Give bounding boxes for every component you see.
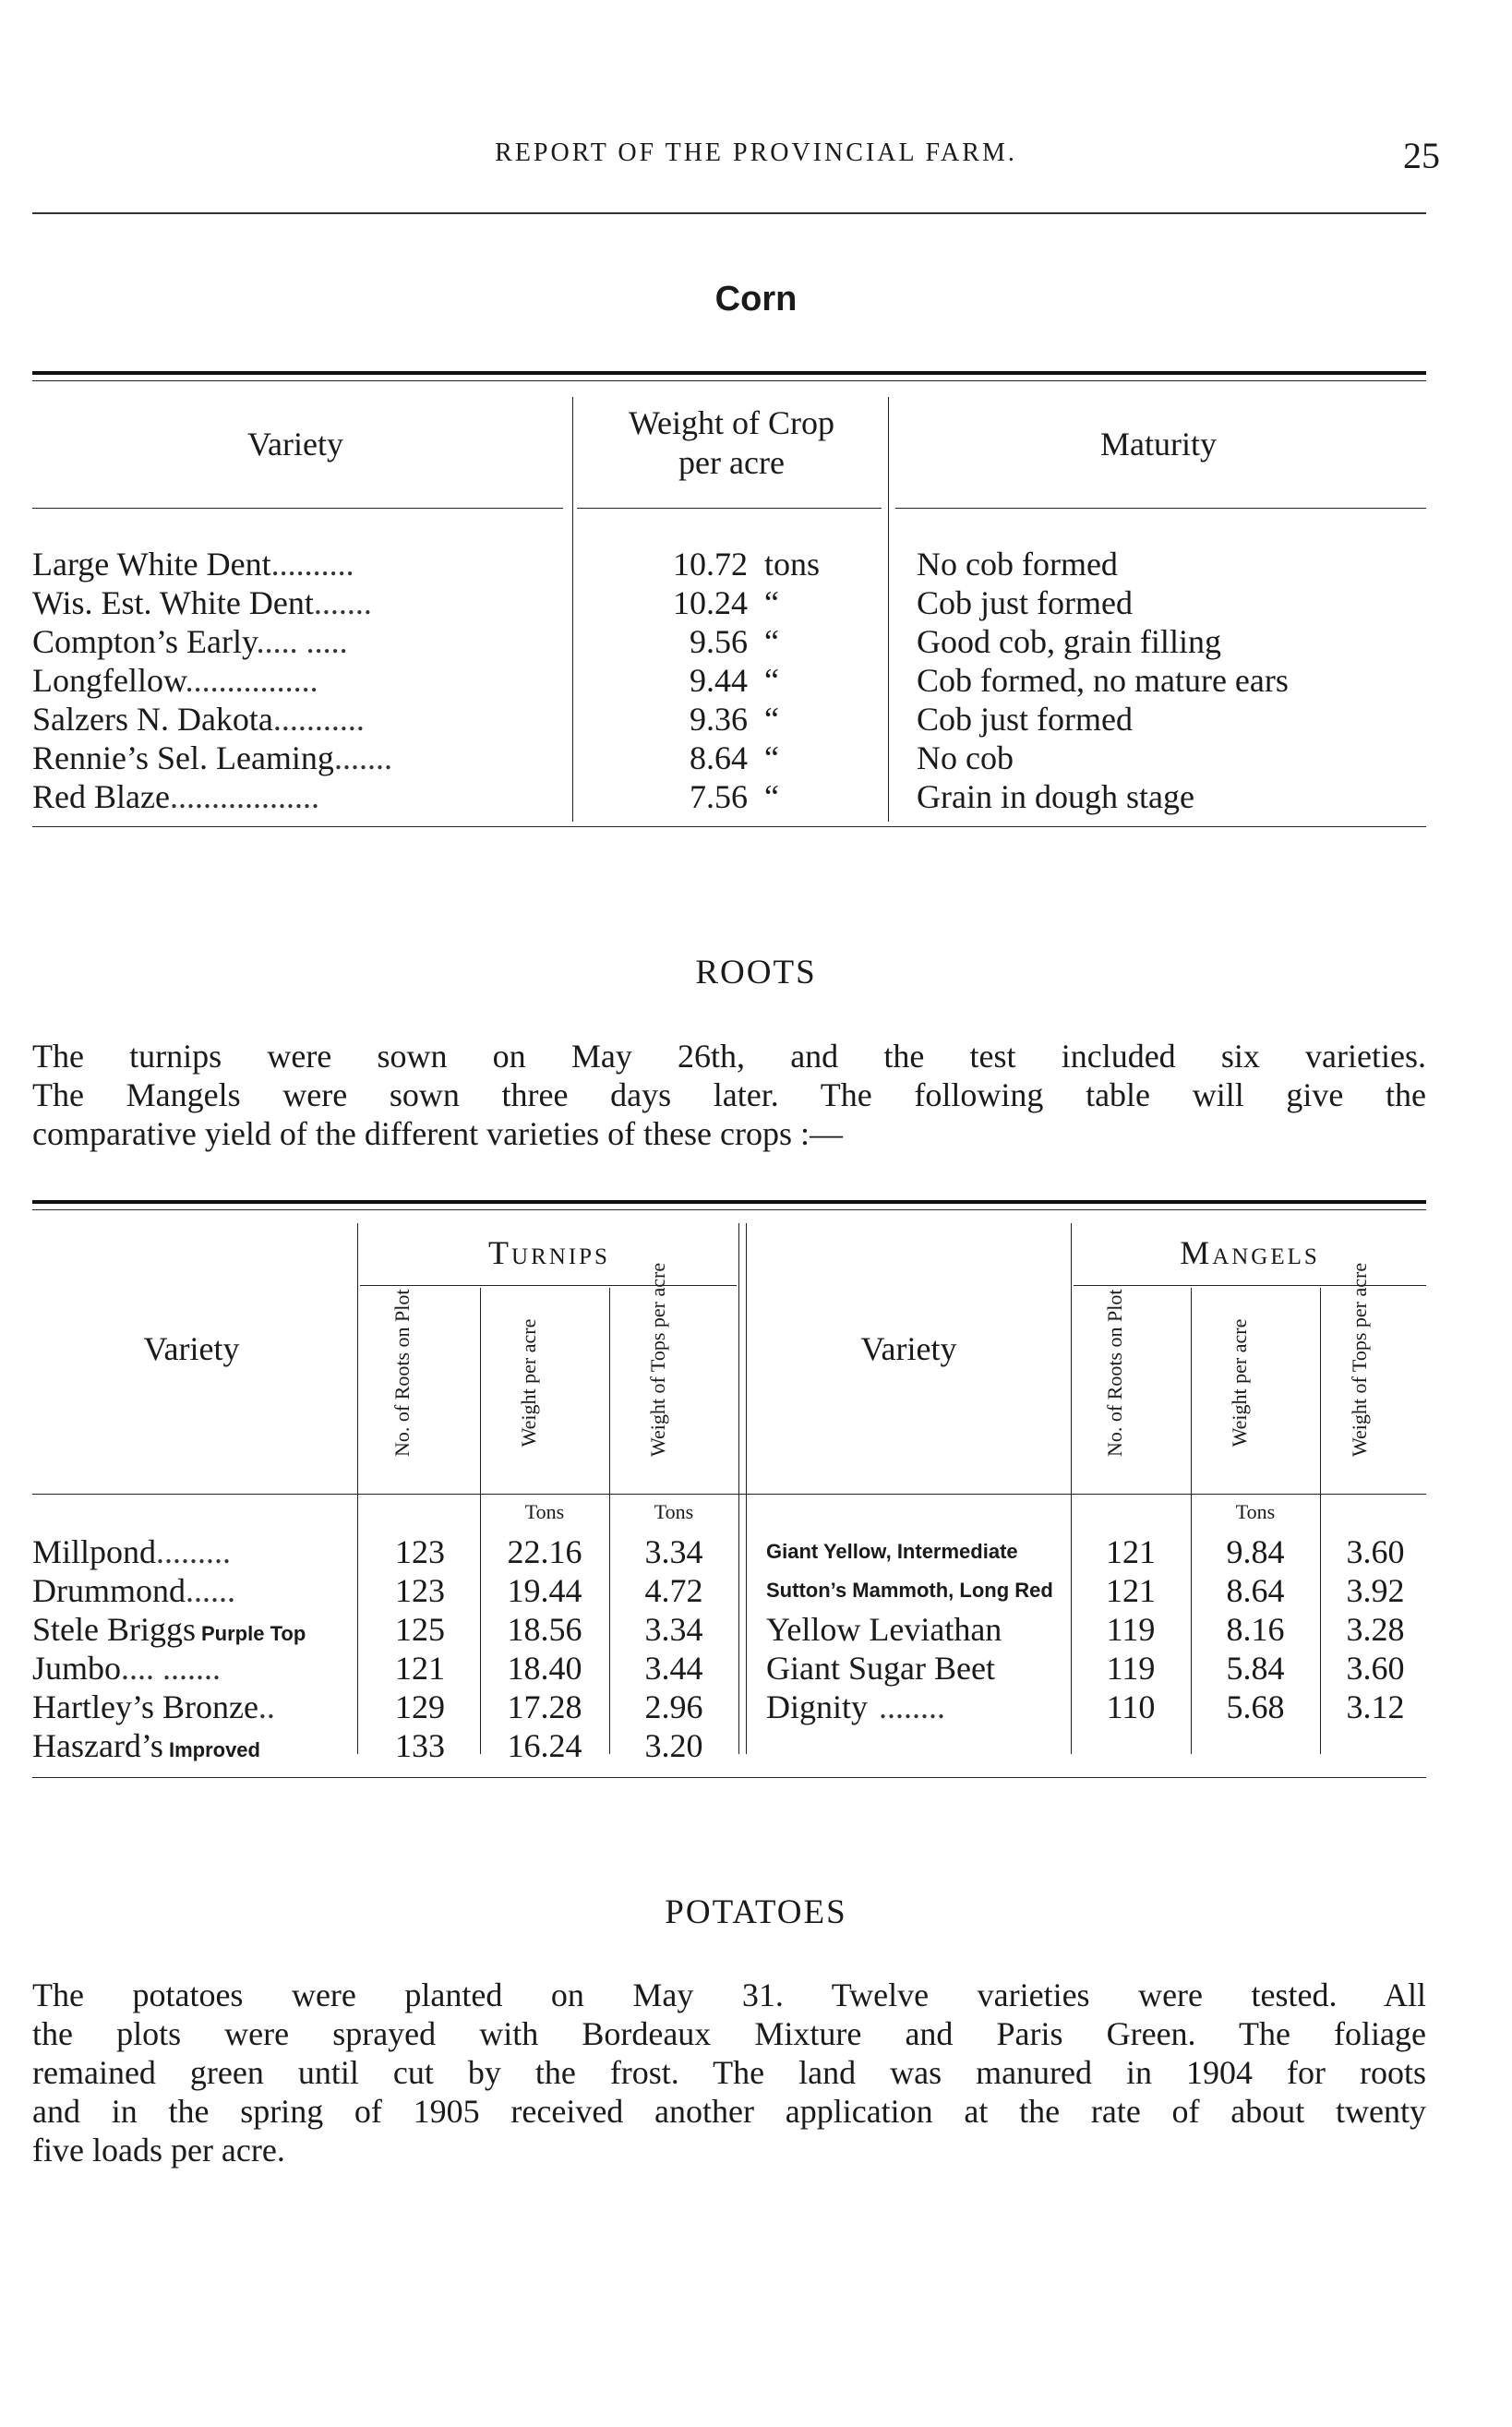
turnip-roots-col: No. of Roots on Plot <box>390 1289 414 1457</box>
roots-top-rule <box>32 1200 1426 1204</box>
turnip-row-weight: 18.56 <box>507 1611 582 1648</box>
roots-vline-g <box>1320 1288 1321 1754</box>
turnip-row-variety <box>32 1726 355 1770</box>
mangel-row-weight: 8.16 <box>1226 1611 1285 1648</box>
turnip-row-variety <box>32 1610 355 1653</box>
roots-vline-a <box>357 1223 358 1754</box>
turnip-row-variety <box>32 1688 355 1726</box>
potatoes-heading: POTATOES <box>665 1893 847 1931</box>
turnip-row-roots: 123 <box>395 1572 445 1609</box>
mangels-group-rule <box>1074 1285 1426 1286</box>
mangel-weight-col: Weight per acre <box>1228 1318 1251 1448</box>
corn-col-weight-1: Weight of Crop <box>628 404 835 441</box>
corn-variety-leader: ....... <box>313 584 372 621</box>
corn-row-weight: 9.36 <box>690 701 748 738</box>
turnip-variety-leader: ......... <box>156 1533 232 1570</box>
corn-row-unit: “ <box>764 662 779 699</box>
corn-top-rule-thin <box>32 380 1426 381</box>
corn-variety-leader: ....... <box>333 739 392 776</box>
mangel-row-roots: 119 <box>1106 1650 1156 1687</box>
roots-paragraph-line: comparative yield of the different varieties of these crops :— <box>32 1115 844 1152</box>
turnip-row-weight: 18.40 <box>507 1650 582 1687</box>
corn-variety-name: Wis. Est. White Dent <box>32 584 314 621</box>
corn-variety-leader: ................ <box>185 662 318 699</box>
mangel-row-roots: 119 <box>1106 1611 1156 1648</box>
roots-vline-f <box>1191 1288 1192 1754</box>
mangel-variety-col: Variety <box>860 1330 957 1367</box>
turnip-variety-name: Haszard’s <box>32 1727 163 1764</box>
mangel-row-roots: 110 <box>1106 1688 1156 1725</box>
mangel-variety-leader: ........ <box>879 1688 946 1725</box>
corn-row-unit: “ <box>764 623 779 660</box>
turnips-group-rule <box>360 1285 737 1286</box>
corn-row-maturity: Good cob, grain filling <box>917 623 1221 660</box>
turnip-weight-col: Weight per acre <box>517 1318 540 1448</box>
mangel-row-variety <box>766 1610 1071 1649</box>
mangel-variety-name: Dignity <box>766 1688 869 1725</box>
corn-row-unit: tons <box>764 546 821 583</box>
corn-row-variety <box>32 700 568 739</box>
turnip-tops-unit: Tons <box>654 1500 694 1523</box>
mangel-row-tops: 3.60 <box>1346 1650 1405 1687</box>
turnip-variety-name: Stele Briggs <box>32 1611 196 1648</box>
mangel-weight-unit: Tons <box>1235 1500 1276 1523</box>
corn-col-variety: Variety <box>247 426 343 463</box>
corn-head-rule-3 <box>895 508 1426 509</box>
corn-variety-leader: .......... <box>270 546 354 583</box>
header-rule <box>32 212 1426 214</box>
potatoes-paragraph-line: The potatoes were planted on May 31. Twelve varieties were tested. All <box>32 1976 1426 2013</box>
turnip-row-tops: 3.20 <box>644 1727 703 1764</box>
mangel-row-tops: 3.92 <box>1346 1572 1405 1609</box>
corn-row-variety <box>32 622 568 661</box>
corn-vline-1 <box>572 397 573 822</box>
turnip-row-weight: 19.44 <box>507 1572 582 1609</box>
turnip-variety-suffix: Purple Top <box>201 1622 306 1645</box>
turnip-row-roots: 125 <box>395 1611 445 1648</box>
corn-variety-name: Red Blaze <box>32 778 170 815</box>
corn-top-rule <box>32 371 1426 375</box>
running-header: REPORT OF THE PROVINCIAL FARM. <box>495 138 1017 167</box>
mangel-row-weight: 5.84 <box>1226 1650 1285 1687</box>
turnip-row-weight: 22.16 <box>507 1533 582 1570</box>
roots-paragraph-line: The turnips were sown on May 26th, and the test included six varieties. <box>32 1038 1426 1075</box>
corn-row-maturity: Cob just formed <box>917 701 1133 738</box>
mangel-row-roots: 121 <box>1106 1533 1156 1570</box>
mangel-row-roots: 121 <box>1106 1572 1156 1609</box>
turnip-row-roots: 133 <box>395 1727 445 1764</box>
corn-row-maturity: Grain in dough stage <box>917 778 1194 815</box>
mangel-roots-col: No. of Roots on Plot <box>1103 1289 1126 1457</box>
mangel-tops-col: Weight of Tops per acre <box>1348 1262 1371 1457</box>
turnip-weight-unit: Tons <box>524 1500 565 1523</box>
corn-row-unit: “ <box>764 584 779 621</box>
roots-vline-d1 <box>738 1223 739 1754</box>
potatoes-paragraph-line: the plots were sprayed with Bordeaux Mixture and Paris Green. The foliage <box>32 2015 1426 2052</box>
corn-head-rule-1 <box>32 508 563 509</box>
turnip-variety-leader: .... ....... <box>121 1650 222 1687</box>
turnip-row-tops: 3.44 <box>644 1650 703 1687</box>
roots-head-rule <box>32 1494 1426 1495</box>
roots-paragraph-line: The Mangels were sown three days later. The following table will give the <box>32 1076 1426 1113</box>
roots-top-rule-thin <box>32 1209 1426 1210</box>
turnip-row-tops: 3.34 <box>644 1611 703 1648</box>
turnip-row-variety <box>32 1649 355 1688</box>
turnip-variety-leader: .. <box>258 1688 275 1725</box>
corn-variety-leader: ..... ..... <box>256 623 348 660</box>
corn-row-weight: 7.56 <box>690 778 748 815</box>
corn-variety-name: Rennie’s Sel. Leaming <box>32 739 334 776</box>
potatoes-paragraph-line: and in the spring of 1905 received another application at the rate of about twenty <box>32 2093 1426 2130</box>
mangel-row-tops: 3.12 <box>1346 1688 1405 1725</box>
mangel-variety-name: Giant Yellow, Intermediate <box>766 1540 1018 1563</box>
mangel-row-weight: 5.68 <box>1226 1688 1285 1725</box>
corn-variety-leader: ........... <box>272 701 365 738</box>
corn-row-weight: 10.24 <box>673 584 748 621</box>
corn-variety-name: Salzers N. Dakota <box>32 701 273 738</box>
roots-heading: ROOTS <box>695 954 817 991</box>
turnip-row-roots: 121 <box>395 1650 445 1687</box>
roots-vline-d2 <box>746 1223 747 1754</box>
corn-variety-leader: .................. <box>169 778 319 815</box>
roots-vline-c <box>609 1288 610 1754</box>
turnip-tops-col: Weight of Tops per acre <box>646 1262 669 1457</box>
corn-row-maturity: Cob just formed <box>917 584 1133 621</box>
mangel-row-weight: 9.84 <box>1226 1533 1285 1570</box>
corn-row-unit: “ <box>764 778 779 815</box>
corn-row-variety <box>32 545 568 583</box>
turnip-variety-name: Jumbo <box>32 1650 122 1687</box>
corn-variety-name: Compton’s Early <box>32 623 257 660</box>
corn-variety-name: Large White Dent <box>32 546 271 583</box>
corn-vline-2 <box>888 397 889 822</box>
corn-col-maturity: Maturity <box>1100 426 1217 463</box>
corn-row-unit: “ <box>764 739 779 776</box>
corn-row-weight: 9.56 <box>690 623 748 660</box>
corn-row-maturity: No cob formed <box>917 546 1118 583</box>
corn-heading: Corn <box>714 280 798 318</box>
corn-head-rule-2 <box>577 508 882 509</box>
mangel-row-tops: 3.28 <box>1346 1611 1405 1648</box>
mangel-row-tops: 3.60 <box>1346 1533 1405 1570</box>
turnip-row-roots: 129 <box>395 1688 445 1725</box>
turnip-row-variety <box>32 1532 355 1571</box>
turnip-row-variety <box>32 1571 355 1610</box>
turnip-row-tops: 4.72 <box>644 1572 703 1609</box>
corn-row-variety <box>32 739 568 777</box>
mangel-variety-name: Yellow Leviathan <box>766 1611 1002 1648</box>
potatoes-paragraph-line: five loads per acre. <box>32 2132 285 2169</box>
corn-row-unit: “ <box>764 701 779 738</box>
potatoes-paragraph-line: remained green until cut by the frost. The land was manured in 1904 for roots <box>32 2054 1426 2091</box>
roots-bottom-rule <box>32 1777 1426 1778</box>
turnip-row-weight: 16.24 <box>507 1727 582 1764</box>
turnip-row-tops: 2.96 <box>644 1688 703 1725</box>
corn-row-weight: 8.64 <box>690 739 748 776</box>
page-number: 25 <box>1403 135 1440 176</box>
mangel-variety-name: Sutton’s Mammoth, Long Red <box>766 1579 1053 1602</box>
mangel-row-variety <box>766 1649 1071 1688</box>
turnip-variety-name: Millpond <box>32 1533 157 1570</box>
turnip-row-weight: 17.28 <box>507 1688 582 1725</box>
corn-row-weight: 10.72 <box>673 546 748 583</box>
mangel-row-variety <box>766 1579 1071 1603</box>
corn-col-weight-2: per acre <box>678 444 785 481</box>
turnips-group-label: Turnips <box>488 1234 610 1271</box>
turnip-variety-leader: ...... <box>186 1572 235 1609</box>
corn-row-maturity: No cob <box>917 739 1014 776</box>
mangels-group-label: Mangels <box>1180 1234 1320 1271</box>
turnip-variety-name: Hartley’s Bronze <box>32 1688 258 1725</box>
mangel-row-variety <box>766 1688 1071 1726</box>
corn-bottom-rule <box>32 826 1426 827</box>
turnip-variety-suffix: Improved <box>168 1738 260 1761</box>
corn-row-weight: 9.44 <box>690 662 748 699</box>
turnip-row-roots: 123 <box>395 1533 445 1570</box>
turnip-variety-col: Variety <box>143 1330 240 1367</box>
roots-vline-e <box>1071 1223 1072 1754</box>
corn-row-variety <box>32 583 568 622</box>
corn-row-variety <box>32 661 568 700</box>
mangel-variety-name: Giant Sugar Beet <box>766 1650 995 1687</box>
corn-row-maturity: Cob formed, no mature ears <box>917 662 1289 699</box>
mangel-row-weight: 8.64 <box>1226 1572 1285 1609</box>
corn-row-variety <box>32 777 568 816</box>
roots-vline-b <box>480 1288 481 1754</box>
turnip-variety-name: Drummond <box>32 1572 186 1609</box>
mangel-row-variety <box>766 1540 1071 1564</box>
corn-variety-name: Longfellow <box>32 662 186 699</box>
turnip-row-tops: 3.34 <box>644 1533 703 1570</box>
